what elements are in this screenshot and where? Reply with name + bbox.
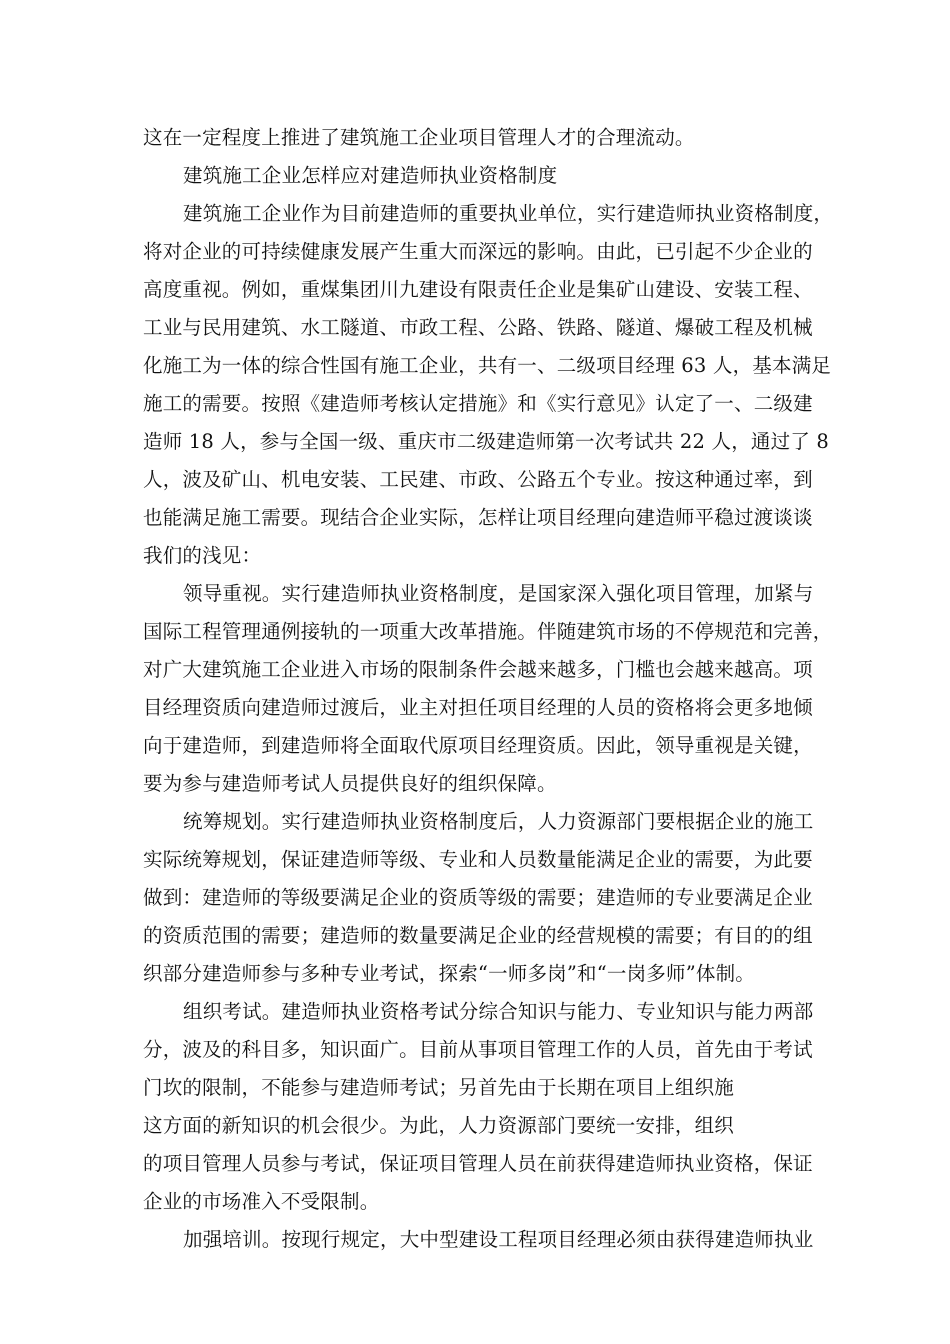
- text-line: 造师 18 人，参与全国一级、重庆市二级建造师第一次考试共 22 人，通过了 8: [143, 430, 830, 453]
- text-line: 高度重视。例如，重煤集团川九建设有限责任企业是集矿山建设、安装工程、: [143, 278, 813, 301]
- text-line: 领导重视。实行建造师执业资格制度，是国家深入强化项目管理，加紧与: [183, 582, 814, 605]
- text-line: 这在一定程度上推进了建筑施工企业项目管理人才的合理流动。: [143, 126, 695, 149]
- text-line: 的项目管理人员参与考试，保证项目管理人员在前获得建造师执业资格，保证: [143, 1152, 813, 1175]
- text-line: 将对企业的可持续健康发展产生重大而深远的影响。由此，已引起不少企业的: [143, 240, 813, 263]
- text-line: 企业的市场准入不受限制。: [143, 1190, 380, 1213]
- text-line: 加强培训。按现行规定，大中型建设工程项目经理必须由获得建造师执业: [183, 1228, 814, 1251]
- text-line: 我们的浅见：: [143, 544, 262, 567]
- text-line: 分，波及的科目多，知识面广。目前从事项目管理工作的人员，首先由于考试: [143, 1038, 813, 1061]
- text-line: 组织考试。建造师执业资格考试分综合知识与能力、专业知识与能力两部: [183, 1000, 814, 1023]
- text-line: 门坎的限制，不能参与建造师考试；另首先由于长期在项目上组织施: [143, 1076, 735, 1099]
- text-line: 对广大建筑施工企业进入市场的限制条件会越来越多，门槛也会越来越高。项: [143, 658, 813, 681]
- text-line: 织部分建造师参与多种专业考试，探索“一师多岗”和“一岗多师”体制。: [143, 962, 755, 985]
- text-line: 统筹规划。实行建造师执业资格制度后，人力资源部门要根据企业的施工: [183, 810, 814, 833]
- text-line: 建筑施工企业作为目前建造师的重要执业单位，实行建造师执业资格制度，: [183, 202, 834, 225]
- text-line: 国际工程管理通例接轨的一项重大改革措施。伴随建筑市场的不停规范和完善，: [143, 620, 833, 643]
- text-line: 目经理资质向建造师过渡后，业主对担任项目经理的人员的资格将会更多地倾: [143, 696, 813, 719]
- text-line: 工业与民用建筑、水工隧道、市政工程、公路、铁路、隧道、爆破工程及机械: [143, 316, 813, 339]
- section-heading: 建筑施工企业怎样应对建造师执业资格制度: [183, 164, 558, 187]
- text-line: 人，波及矿山、机电安装、工民建、市政、公路五个专业。按这种通过率，到: [143, 468, 813, 491]
- text-line: 要为参与建造师考试人员提供良好的组织保障。: [143, 772, 557, 795]
- text-line: 做到：建造师的等级要满足企业的资质等级的需要；建造师的专业要满足企业: [143, 886, 813, 909]
- text-line: 向于建造师，到建造师将全面取代原项目经理资质。因此，领导重视是关键，: [143, 734, 813, 757]
- text-line: 也能满足施工需要。现结合企业实际，怎样让项目经理向建造师平稳过渡谈谈: [143, 506, 813, 529]
- text-line: 实际统筹规划，保证建造师等级、专业和人员数量能满足企业的需要，为此要: [143, 848, 813, 871]
- text-line: 的资质范围的需要；建造师的数量要满足企业的经营规模的需要；有目的的组: [143, 924, 813, 947]
- text-line: 这方面的新知识的机会很少。为此，人力资源部门要统一安排，组织: [143, 1114, 735, 1137]
- text-line: 化施工为一体的综合性国有施工企业，共有一、二级项目经理 63 人，基本满足: [143, 354, 832, 377]
- text-line: 施工的需要。按照《建造师考核认定措施》和《实行意见》认定了一、二级建: [143, 392, 813, 415]
